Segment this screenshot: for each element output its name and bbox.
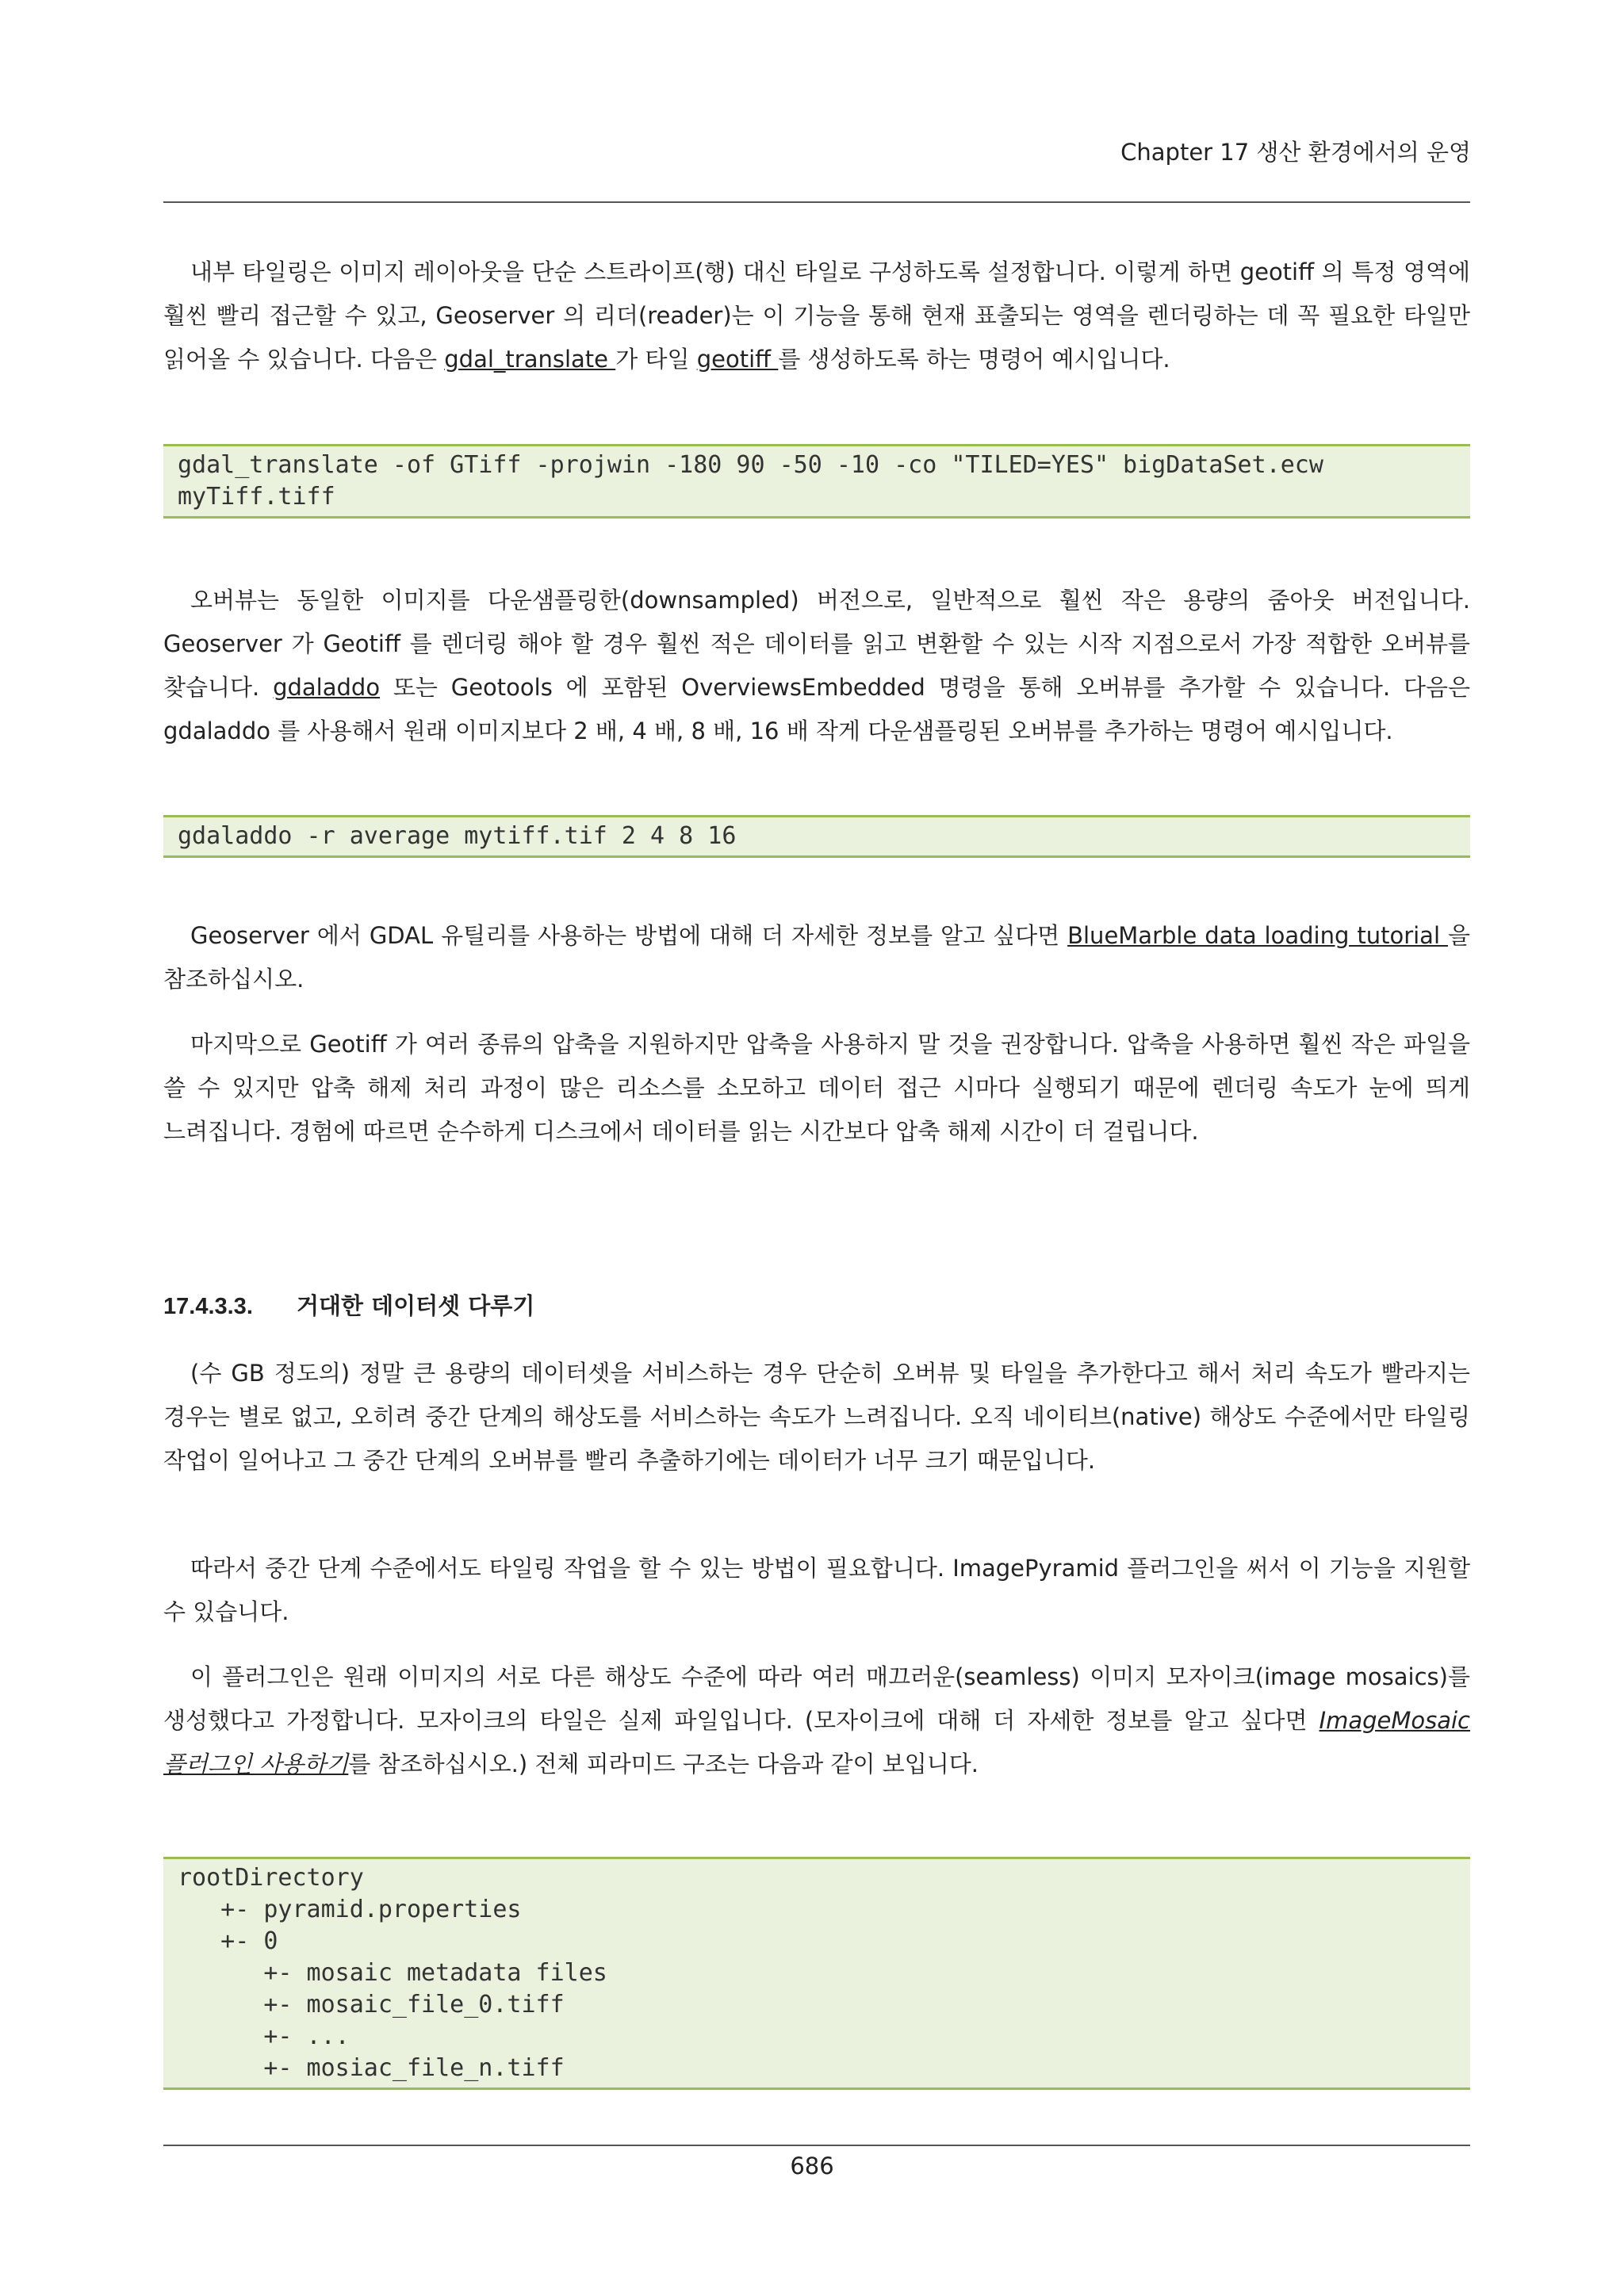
section-number: 17.4.3.3. (163, 1294, 253, 1319)
code-line: gdal_translate -of GTiff -projwin -180 90 -50 -10 -co "TILED=YES" bigDataSet.ecw (178, 451, 1323, 479)
code-block-gdal-translate (163, 444, 1470, 519)
para1-text-before: 내부 타일링은 이미지 레이아웃을 단순 스트라이프(행) 대신 타일로 구성하도록 설정합니다. 이렇게 하면 geotiff 의 특정 영역에 훨씬 빨리 접근할 수 있고, Geoserver 의 리더(reader)는 이 기능을 통해 현재 표출되는 영역을 렌더링하는 데 꼭 필요한 타일만 읽어올 수 있습니다. 다음은 (163, 258, 1470, 373)
geotiff-link[interactable]: geotiff (696, 346, 779, 373)
code-block-pyramid-tree (163, 1857, 1470, 2090)
code-line: gdaladdo -r average mytiff.tif 2 4 8 16 (178, 822, 737, 850)
section-heading (163, 1288, 534, 1321)
footer-rule (163, 2145, 1470, 2146)
imagemosaic-plugin-link[interactable]: ImageMosaic 플러그인 사용하기 (163, 1707, 1470, 1777)
code-block-gdaladdo (163, 815, 1470, 858)
code-line: +- ... (178, 2022, 350, 2050)
para2-text-before: 오버뷰는 동일한 이미지를 다운샘플링한(downsampled) 버전으로, 일반적으로 훨씬 작은 용량의 줌아웃 버전입니다. Geoserver 가 Geotiff 를 렌더링 해야 할 경우 훨씬 적은 데이터를 읽고 변환할 수 있는 시작 지점으로서 가장 적합한 오버뷰를 찾습니다. (163, 587, 1470, 701)
page-number: 686 (790, 2152, 834, 2179)
code-line: rootDirectory (178, 1864, 364, 1892)
para3-text-before: Geoserver 에서 GDAL 유틸리를 사용하는 방법에 대해 더 자세한 정보를 알고 싶다면 (190, 922, 1068, 949)
paragraph-plugin-mosaics (163, 1655, 1470, 1786)
para3-text-after: 을 참조하십시오. (163, 922, 1470, 993)
paragraph-internal-tiling (163, 251, 1470, 381)
paragraph-compression (163, 1023, 1470, 1154)
paragraph-gdal-utilities (163, 914, 1470, 1001)
section-title: 거대한 데이터셋 다루기 (297, 1292, 535, 1319)
paragraph-imagepyramid (163, 1547, 1470, 1634)
para4-text: 마지막으로 Geotiff 가 여러 종류의 압축을 지원하지만 압축을 사용하지 말 것을 권장합니다. 압축을 사용하면 훨씬 작은 파일을 쓸 수 있지만 압축 해제 처리 과정이 많은 리소스를 소모하고 데이터 접근 시마다 실행되기 때문에 렌더링 속도가 눈에 띄게 느려집니다. 경험에 따르면 순수하게 디스크에서 데이터를 읽는 시간보다 압축 해제 시간이 더 걸립니다. (163, 1031, 1470, 1145)
para7-text-after: 를 참조하십시오.) 전체 피라미드 구조는 다음과 같이 보입니다. (348, 1751, 979, 1777)
para7-text-before: 이 플러그인은 원래 이미지의 서로 다른 해상도 수준에 따라 여러 매끄러운(seamless) 이미지 모자이크(image mosaics)를 생성했다고 가정합니다. 모자이크의 타일은 실제 파일입니다. (모자이크에 대해 더 자세한 정보를 알고 싶다면 (163, 1663, 1470, 1734)
para6-text: 따라서 중간 단계 수준에서도 타일링 작업을 할 수 있는 방법이 필요합니다. ImagePyramid 플러그인을 써서 이 기능을 지원할 수 있습니다. (163, 1555, 1470, 1625)
gdal-translate-link[interactable]: gdal_translate (444, 346, 616, 373)
code-line: +- 0 (178, 1927, 278, 1955)
para1-text-middle: 가 타일 (615, 346, 697, 373)
code-line: +- mosaic metadata files (178, 1959, 607, 1987)
para5-text: (수 GB 정도의) 정말 큰 용량의 데이터셋을 서비스하는 경우 단순히 오버뷰 및 타일을 추가한다고 해서 처리 속도가 빨라지는 경우는 별로 없고, 오히려 중간 단계의 해상도를 서비스하는 속도가 느려집니다. 오직 네이티브(native) 해상도 수준에서만 타일링 작업이 일어나고 그 중간 단계의 오버뷰를 빨리 추출하기에는 데이터가 너무 크기 때문입니다. (163, 1360, 1470, 1474)
para2-text-after: 또는 Geotools 에 포함된 OverviewsEmbedded 명령을 통해 오버뷰를 추가할 수 있습니다. 다음은 gdaladdo 를 사용해서 원래 이미지보다 2 배, 4 배, 8 배, 16 배 작게 다운샘플링된 오버뷰를 추가하는 명령어 예시입니다. (163, 674, 1470, 744)
paragraph-large-datasets (163, 1352, 1470, 1483)
header-rule (163, 201, 1470, 203)
paragraph-overviews (163, 579, 1470, 753)
running-header: Chapter 17 생산 환경에서의 운영 (1120, 139, 1471, 166)
code-line: myTiff.tiff (178, 483, 335, 511)
para1-text-after: 를 생성하도록 하는 명령어 예시입니다. (778, 346, 1170, 373)
code-line: +- mosiac_file_n.tiff (178, 2054, 565, 2082)
gdaladdo-link[interactable]: gdaladdo (273, 674, 381, 701)
bluemarble-tutorial-link[interactable]: BlueMarble data loading tutorial (1067, 922, 1448, 949)
code-line: +- mosaic_file_0.tiff (178, 1991, 565, 2019)
code-line: +- pyramid.properties (178, 1896, 522, 1923)
